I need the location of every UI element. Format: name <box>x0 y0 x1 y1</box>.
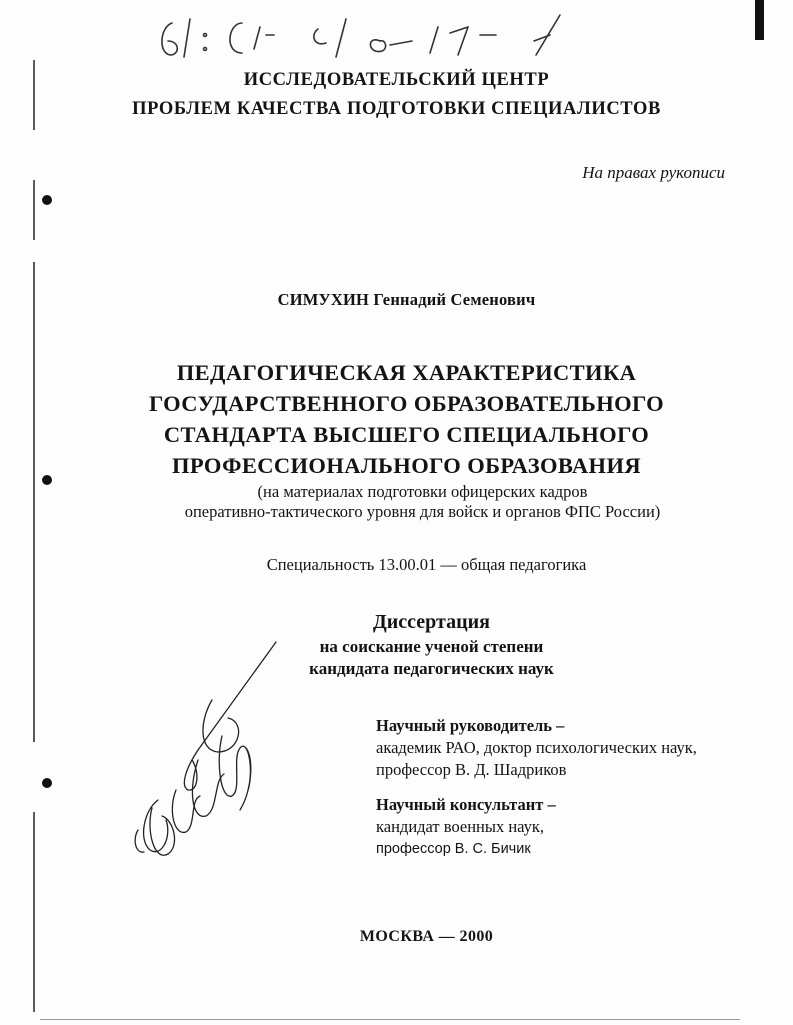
subtitle-line-2: оперативно-тактического уровня для войск и органов ФПС России) <box>184 502 661 521</box>
scan-margin-line <box>33 812 35 1012</box>
subtitle-line-1: (на материалах подготовки офицерских кадров <box>257 482 588 501</box>
title-line-2: ГОСУДАРСТВЕННОГО ОБРАЗОВАТЕЛЬНОГО <box>148 391 665 416</box>
punch-hole-mark <box>42 778 52 788</box>
consultant-block <box>376 794 556 860</box>
supervisor-name: профессор В. Д. Шадриков <box>376 760 567 779</box>
dissertation-degree-line-1: на соискание ученой степени <box>319 637 544 656</box>
supervisor-role: Научный руководитель – <box>376 716 565 735</box>
title-line-4: ПРОФЕССИОНАЛЬНОГО ОБРАЗОВАНИЯ <box>172 453 641 478</box>
dissertation-heading: Диссертация <box>373 611 490 633</box>
city-year: МОСКВА — 2000 <box>359 928 494 945</box>
consultant-role: Научный консультант – <box>376 795 556 814</box>
organization-line-1: ИССЛЕДОВАТЕЛЬСКИЙ ЦЕНТР <box>243 70 550 90</box>
supervisor-block <box>376 715 697 781</box>
handwritten-signature <box>128 640 288 870</box>
author-name: СИМУХИН Геннадий Семенович <box>277 290 536 309</box>
consultant-name: профессор В. С. Бичик <box>376 841 531 857</box>
punch-hole-mark <box>42 195 52 205</box>
title-line-1: ПЕДАГОГИЧЕСКАЯ ХАРАКТЕРИСТИКА <box>176 360 637 385</box>
scan-margin-line <box>33 180 35 240</box>
supervisor-title: академик РАО, доктор психологических наук, <box>376 738 697 757</box>
dissertation-degree-line-2: кандидата педагогических наук <box>309 659 554 678</box>
title-line-3: СТАНДАРТА ВЫСШЕГО СПЕЦИАЛЬНОГО <box>163 422 650 447</box>
manuscript-note: На правах рукописи <box>582 163 725 182</box>
organization-line-2: ПРОБЛЕМ КАЧЕСТВА ПОДГОТОВКИ СПЕЦИАЛИСТОВ <box>132 99 661 119</box>
scan-edge-mark <box>755 0 764 40</box>
handwritten-archive-code <box>150 5 590 65</box>
specialty: Специальность 13.00.01 — общая педагогика <box>266 555 587 574</box>
scan-bottom-edge <box>40 1019 740 1020</box>
consultant-title: кандидат военных наук, <box>376 817 545 836</box>
